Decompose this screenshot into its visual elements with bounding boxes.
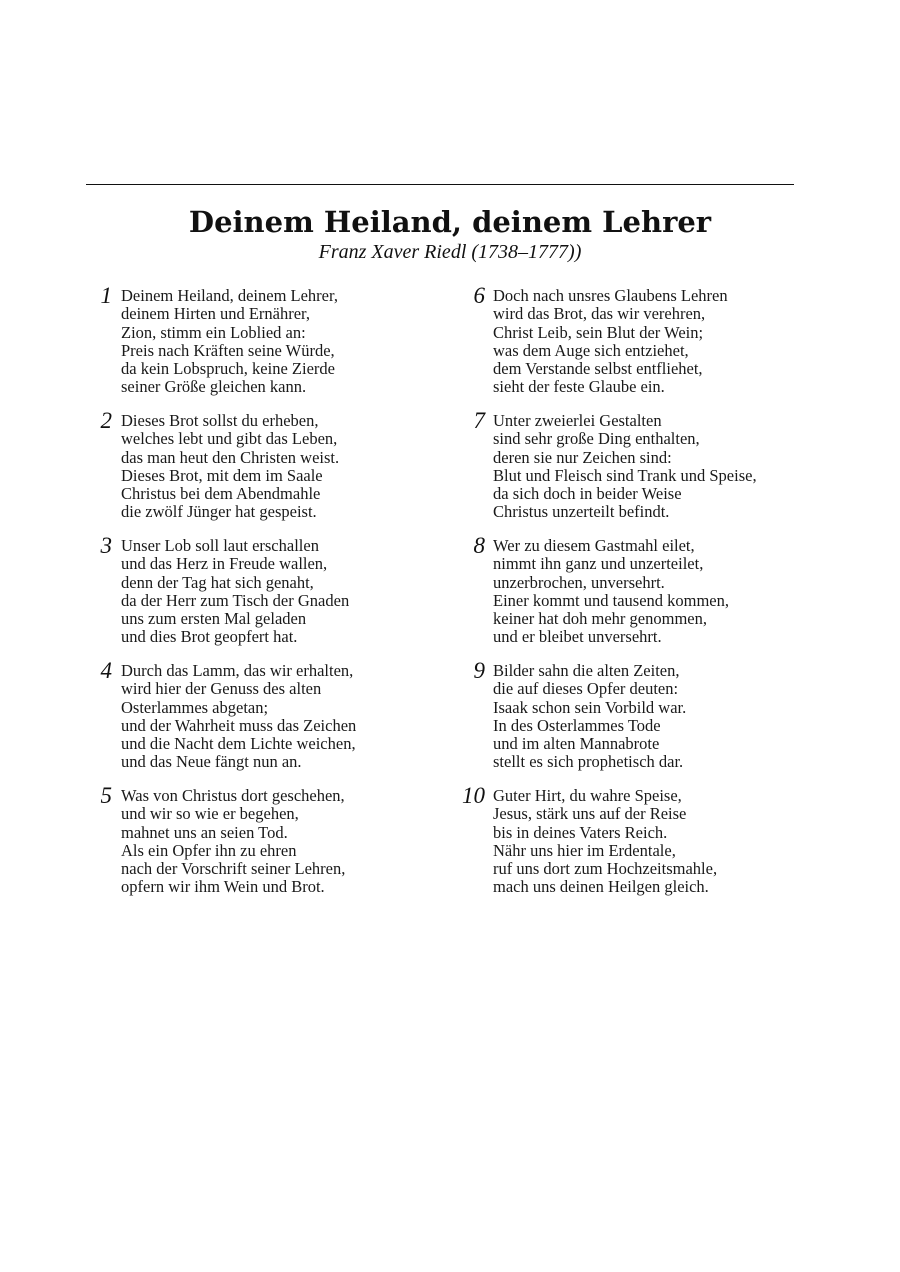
verse-line: und im alten Mannabrote	[493, 734, 660, 754]
verse-line: sind sehr große Ding enthalten,	[493, 429, 700, 449]
verse	[455, 410, 815, 535]
verse	[455, 660, 815, 785]
verse-line: Unser Lob soll laut erschallen	[121, 536, 319, 555]
verse-line: mahnet uns an seien Tod.	[121, 822, 288, 842]
verse	[96, 285, 436, 410]
verse-line: und das Herz in Freude wallen,	[121, 554, 328, 574]
verse-line: da kein Lobspruch, keine Zierde	[121, 359, 335, 379]
verse-column-left	[96, 285, 436, 910]
verse-line: Unter zweierlei Gestalten	[493, 411, 662, 430]
verse-number: 5	[100, 783, 112, 808]
song-title: Deinem Heiland, deinem Lehrer	[188, 205, 712, 239]
verse-number: 3	[100, 533, 112, 558]
verse-line: Deinem Heiland, deinem Lehrer,	[121, 286, 338, 305]
verse	[96, 785, 436, 910]
verse-line: deinem Hirten und Ernährer,	[121, 304, 311, 324]
verse-line: keiner hat doh mehr genommen,	[493, 609, 707, 629]
verse-line: Blut und Fleisch sind Trank und Speise,	[493, 465, 757, 485]
verse-number: 9	[473, 658, 485, 683]
verse-number: 2	[100, 408, 112, 433]
song-author: Franz Xaver Riedl (1738–1777))	[318, 241, 582, 263]
verse-line: welches lebt und gibt das Leben,	[121, 429, 338, 449]
verse	[96, 660, 436, 785]
verse	[96, 535, 436, 660]
verse-line: Zion, stimm ein Loblied an:	[121, 322, 306, 342]
verse-text	[121, 662, 356, 772]
verse-line: Guter Hirt, du wahre Speise,	[493, 786, 682, 805]
verse-line: ruf uns dort zum Hochzeitsmahle,	[493, 859, 718, 879]
verse	[455, 285, 815, 410]
verse-line: Einer kommt und tausend kommen,	[493, 590, 730, 610]
verse-text	[121, 787, 345, 897]
verse-text	[493, 287, 728, 397]
verse-number: 6	[473, 283, 485, 308]
verse-line: dem Verstande selbst entfliehet,	[493, 359, 703, 379]
verse-line: die auf dieses Opfer deuten:	[493, 679, 679, 699]
verse-line: bis in deines Vaters Reich.	[493, 822, 668, 842]
verse-column-right	[455, 285, 815, 910]
verse-line: opfern wir ihm Wein und Brot.	[121, 877, 325, 897]
verse-text	[121, 287, 338, 397]
verse-line: Was von Christus dort geschehen,	[121, 786, 345, 805]
verse-text	[493, 662, 686, 772]
verse-line: und wir so wie er begehen,	[121, 804, 299, 824]
verse-line: wird hier der Genuss des alten	[121, 679, 322, 699]
verse-line: und er bleibet unversehrt.	[493, 627, 662, 647]
verse-line: da sich doch in beider Weise	[493, 484, 682, 504]
verse-number: 4	[100, 658, 112, 683]
verse-line: das man heut den Christen weist.	[121, 447, 340, 467]
verse-number: 7	[473, 408, 485, 433]
verse-line: In des Osterlammes Tode	[493, 715, 661, 735]
verse	[455, 535, 815, 660]
verse-text	[493, 787, 717, 897]
verse-text	[121, 412, 339, 522]
verse-line: Christus unzerteilt befindt.	[493, 502, 670, 522]
verse-line: Wer zu diesem Gastmahl eilet,	[493, 536, 695, 555]
verse-number: 8	[473, 533, 485, 558]
verse-line: Christ Leib, sein Blut der Wein;	[493, 322, 704, 342]
verse-line: Nähr uns hier im Erdentale,	[493, 840, 676, 860]
verse-line: und die Nacht dem Lichte weichen,	[121, 734, 356, 754]
verse-line: Dieses Brot, mit dem im Saale	[121, 465, 323, 485]
verse-line: die zwölf Jünger hat gespeist.	[121, 502, 317, 522]
verse-line: Durch das Lamm, das wir erhalten,	[121, 661, 354, 680]
verse-line: wird das Brot, das wir verehren,	[493, 304, 706, 324]
verse-line: und das Neue fängt nun an.	[121, 752, 302, 772]
verse-line: mach uns deinen Heilgen gleich.	[493, 877, 709, 897]
verse-line: deren sie nur Zeichen sind:	[493, 447, 672, 467]
verse-line: da der Herr zum Tisch der Gnaden	[121, 590, 350, 610]
verse-line: was dem Auge sich entziehet,	[493, 340, 689, 360]
verse-line: denn der Tag hat sich genaht,	[121, 572, 314, 592]
verse-line: Bilder sahn die alten Zeiten,	[493, 661, 680, 680]
verse-line: Osterlammes abgetan;	[121, 697, 269, 717]
verse-line: nimmt ihn ganz und unzerteilet,	[493, 554, 704, 574]
verse-text	[493, 412, 757, 522]
verse-line: unzerbrochen, unversehrt.	[493, 572, 665, 592]
verse-line: uns zum ersten Mal geladen	[121, 609, 307, 629]
verse-number: 10	[462, 783, 485, 808]
verse-line: Doch nach unsres Glaubens Lehren	[493, 286, 728, 305]
verse-line: Dieses Brot sollst du erheben,	[121, 411, 319, 430]
header-rule	[86, 184, 794, 185]
verse-line: und dies Brot geopfert hat.	[121, 627, 298, 647]
verse-number: 1	[100, 283, 112, 308]
verse	[455, 785, 815, 910]
verse-line: nach der Vorschrift seiner Lehren,	[121, 859, 346, 879]
verse-line: Jesus, stärk uns auf der Reise	[493, 804, 687, 824]
verse	[96, 410, 436, 535]
verse-line: und der Wahrheit muss das Zeichen	[121, 715, 357, 735]
verse-line: sieht der feste Glaube ein.	[493, 377, 665, 397]
verse-line: seiner Größe gleichen kann.	[121, 377, 307, 397]
verse-line: stellt es sich prophetisch dar.	[493, 752, 684, 772]
verse-line: Als ein Opfer ihn zu ehren	[121, 840, 297, 860]
verse-text	[121, 537, 349, 647]
verse-line: Isaak schon sein Vorbild war.	[493, 697, 687, 717]
verse-line: Preis nach Kräften seine Würde,	[121, 340, 335, 360]
verse-line: Christus bei dem Abendmahle	[121, 484, 321, 504]
verse-text	[493, 537, 729, 647]
